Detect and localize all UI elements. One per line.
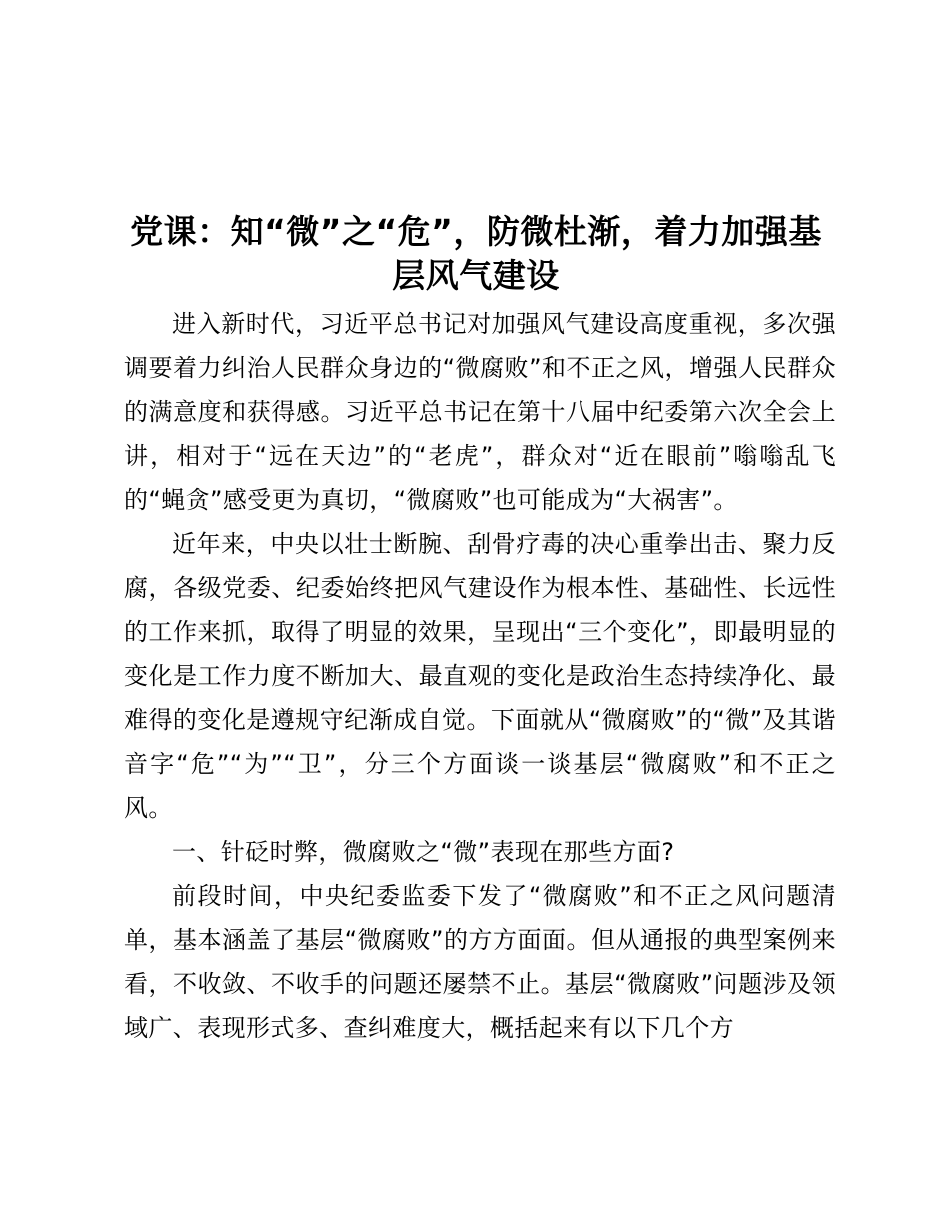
document-body	[124, 302, 836, 1050]
section-heading-1: 一、针砭时弊，微腐败之“微”表现在那些方面?	[172, 838, 675, 866]
paragraph-recent-years: 近年来，中央以壮士断腕、刮骨疗毒的决心重拳出击、聚力反腐，各级党委、纪委始终把风气建设作为根本性、基础性、长远性的工作来抓，取得了明显的效果，呈现出“三个变化”，即最明显的变化是工作力度不断加大、最直观的变化是政治生态持续净化、最难得的变化是遵规守纪渐成自觉。下面就从“微腐败”的“微”及其谐音字“危”“为”“卫”，分三个方面谈一谈基层“微腐败”和不正之风。	[124, 530, 836, 822]
paragraph-section-1: 前段时间，中央纪委监委下发了“微腐败”和不正之风问题清单，基本涵盖了基层“微腐败”的方方面面。但从通报的典型案例来看，不收敛、不收手的问题还屡禁不止。基层“微腐败”问题涉及领域广、表现形式多、查纠难度大，概括起来有以下几个方	[124, 882, 836, 1042]
document-title: 党课：知“微”之“危”，防微杜渐，着力加强基层风气建设	[130, 212, 822, 295]
paragraph-intro: 进入新时代，习近平总书记对加强风气建设高度重视，多次强调要着力纠治人民群众身边的“微腐败”和不正之风，增强人民群众的满意度和获得感。习近平总书记在第十八届中纪委第六次全会上讲，相对于“远在天边”的“老虎”，群众对“近在眼前”嗡嗡乱飞的“蝇贪”感受更为真切，“微腐败”也可能成为“大祸害”。	[124, 310, 836, 514]
